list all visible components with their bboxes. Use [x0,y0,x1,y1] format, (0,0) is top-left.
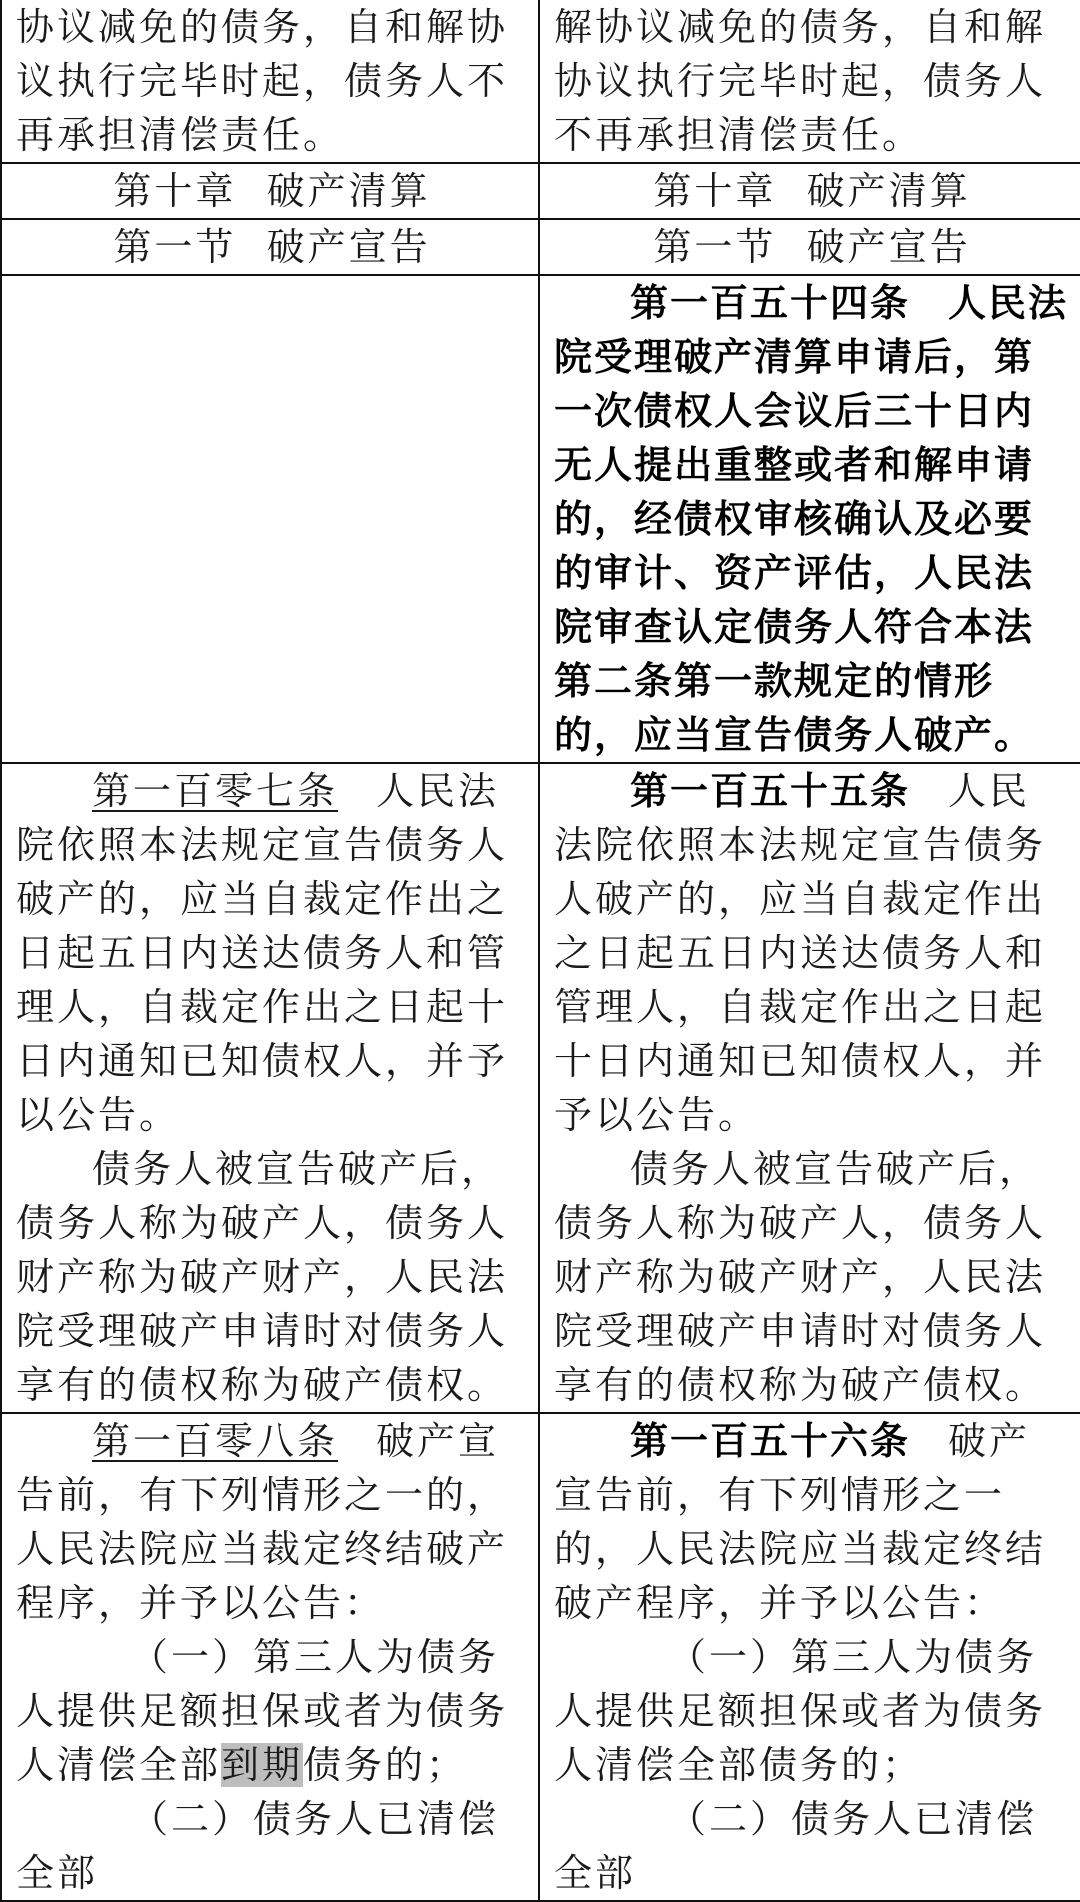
chapter-heading: 第十章 破产清算 [653,169,971,213]
right-cell [539,763,1080,1413]
section-heading: 第一节 破产宣告 [113,225,431,269]
list-item-text: （一）第三人为债务人提供足额担保或者为债务人清偿全部 [16,1635,509,1787]
article-title: 第一百五十六条 [630,1419,911,1463]
article-title: 第一百零八条 [92,1419,339,1463]
paragraph: 解协议减免的债务，自和解协议执行完毕时起，债务人不再承担清偿责任。 [554,5,1047,157]
right-cell [539,1413,1080,1901]
article-paragraph: 债务人被宣告破产后，债务人称为破产人，债务人财产称为破产财产，人民法院受理破产申请时对债务人享有的债权称为破产债权。 [16,1147,509,1407]
article-body: 人民法院受理破产清算申请后，第一次债权人会议后三十日内无人提出重整或者和解申请的，经债权审核确认及必要的审计、资产评估，人民法院审查认定债务人符合本法第二条第一款规定的情形的，应当宣告债务人破产。 [554,281,1069,757]
table-row [1,0,1080,163]
article-paragraph [16,1414,528,1630]
left-cell [1,0,539,163]
left-cell [1,1413,539,1901]
right-section-heading [539,219,1080,275]
article-body: 人民法院依照本法规定宣告债务人破产的，应当自裁定作出之日起五日内送达债务人和管理人，自裁定作出之日起十日内通知已知债权人，并予以公告。 [554,769,1047,1137]
left-cell-empty [1,275,539,763]
right-chapter-heading [539,163,1080,219]
table-row [1,275,1080,763]
article-paragraph: 债务人被宣告破产后，债务人称为破产人，债务人财产称为破产财产，人民法院受理破产申请时对债务人享有的债权称为破产债权。 [554,1147,1047,1407]
chapter-heading: 第十章 破产清算 [113,169,431,213]
list-item [16,1630,528,1792]
article-title: 第一百零七条 [92,769,339,813]
article-paragraph [554,1414,1070,1630]
right-cell [539,275,1080,763]
article-title: 第一百五十四条 [630,281,911,325]
list-item: （二）债务人已清偿全部 [554,1797,1038,1895]
article-body: 破产宣告前，有下列情形之一的，人民法院应当裁定终结破产程序，并予以公告： [16,1419,509,1625]
article-body: 破产宣告前，有下列情形之一的，人民法院应当裁定终结破产程序，并予以公告： [554,1419,1047,1625]
section-heading-row [1,219,1080,275]
article-body: 人民法院依照本法规定宣告债务人破产的，应当自裁定作出之日起五日内送达债务人和管理人，自裁定作出之日起十日内通知已知债权人，并予以公告。 [16,769,509,1137]
article-paragraph [554,764,1070,1142]
list-item-text: 债务的； [303,1743,468,1787]
highlighted-text: 到期 [221,1743,304,1787]
right-cell [539,0,1080,163]
section-heading: 第一节 破产宣告 [653,225,971,269]
article-paragraph [16,764,528,1142]
left-chapter-heading [1,163,539,219]
article-paragraph [554,276,1070,762]
paragraph: 协议减免的债务，自和解协议执行完毕时起，债务人不再承担清偿责任。 [16,5,509,157]
left-section-heading [1,219,539,275]
chapter-heading-row [1,163,1080,219]
left-cell [1,763,539,1413]
table-row [1,1413,1080,1901]
list-item: （二）债务人已清偿全部 [16,1797,500,1895]
article-title: 第一百五十五条 [630,769,911,813]
list-item: （一）第三人为债务人提供足额担保或者为债务人清偿全部债务的； [554,1635,1047,1787]
table-row [1,763,1080,1413]
